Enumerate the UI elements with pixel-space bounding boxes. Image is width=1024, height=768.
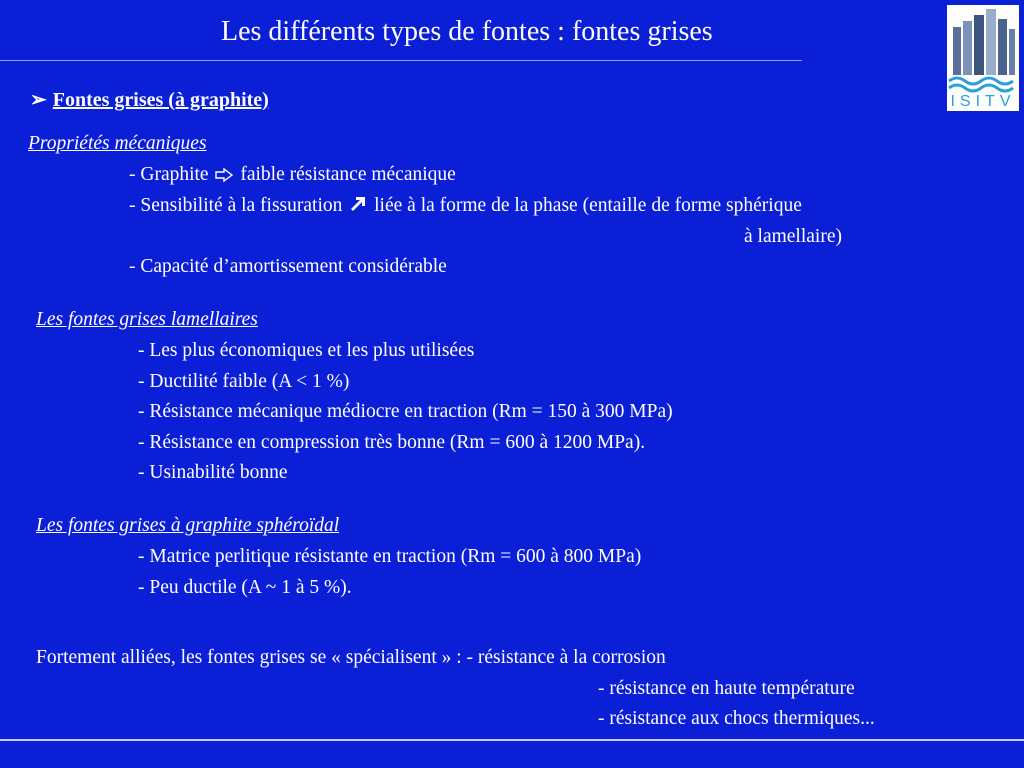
- title-divider: [0, 60, 802, 61]
- lamellaires-heading: Les fontes grises lamellaires: [36, 309, 258, 330]
- props-amortissement: - Capacité d’amortissement considérable: [129, 256, 447, 277]
- lamellaires-item: - Les plus économiques et les plus utilisées: [138, 340, 475, 361]
- sensibilite-text: - Sensibilité à la fissuration: [129, 195, 343, 216]
- spheroidal-item: - Peu ductile (A ~ 1 à 5 %).: [138, 577, 352, 598]
- section-heading: [30, 87, 269, 112]
- isitv-logo-graphic: [947, 5, 1019, 111]
- section-heading-text: Fontes grises (à graphite): [52, 89, 269, 111]
- graphite-result: faible résistance mécanique: [240, 164, 456, 185]
- right-arrow-outline-icon: [215, 168, 233, 182]
- logo-text: ISITV: [950, 93, 1016, 110]
- graphite-text: - Graphite: [129, 164, 209, 185]
- spheroidal-item: - Matrice perlitique résistante en traction (Rm = 600 à 800 MPa): [138, 546, 642, 567]
- sensibilite-result: liée à la forme de la phase (entaille de forme sphérique: [374, 195, 802, 216]
- alliees-item: - résistance en haute température: [598, 678, 855, 699]
- spheroidal-heading: Les fontes grises à graphite sphéroïdal: [36, 515, 340, 536]
- slide-title: Les différents types de fontes : fontes grises: [221, 16, 713, 47]
- bullet-arrow-icon: ➢: [30, 89, 47, 111]
- alliees-intro: Fortement alliées, les fontes grises se « spécialisent » : - résistance à la corrosion: [36, 647, 666, 668]
- lamellaires-item: - Résistance en compression très bonne (Rm = 600 à 1200 MPa).: [138, 432, 646, 453]
- props-sensibilite: [129, 195, 802, 217]
- sensibilite-continuation: à lamellaire): [744, 226, 842, 247]
- footer-divider: [0, 739, 1024, 741]
- props-heading: Propriétés mécaniques: [28, 133, 207, 154]
- lamellaires-item: - Usinabilité bonne: [138, 462, 288, 483]
- isitv-logo: [947, 5, 1019, 111]
- up-right-arrow-icon: [349, 195, 367, 213]
- props-graphite: [129, 164, 456, 186]
- lamellaires-item: - Ductilité faible (A < 1 %): [138, 371, 350, 392]
- alliees-item: - résistance aux chocs thermiques...: [598, 708, 875, 729]
- lamellaires-item: - Résistance mécanique médiocre en traction (Rm = 150 à 300 MPa): [138, 401, 673, 422]
